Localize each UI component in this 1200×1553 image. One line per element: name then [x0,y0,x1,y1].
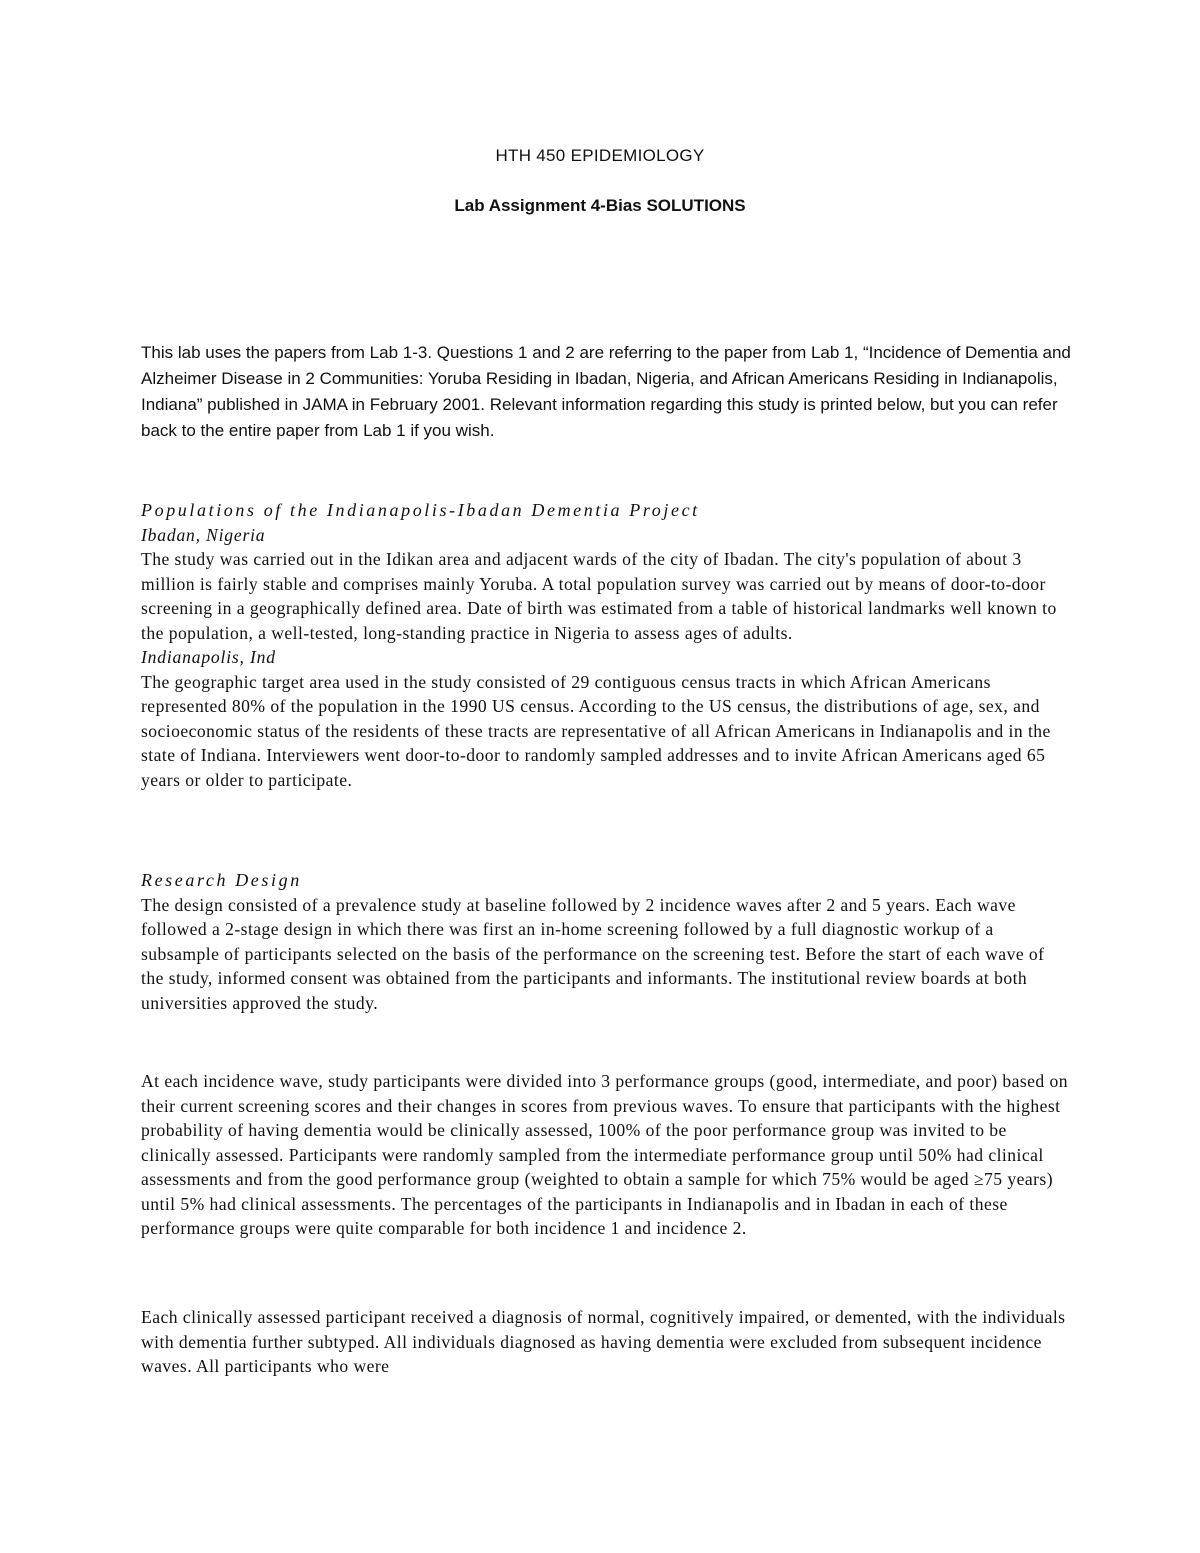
ibadan-paragraph: The study was carried out in the Idikan area and adjacent wards of the city of Ibadan. The city's population of about 3 million is fairly stable and comprises mainly Yoruba. A total population survey was carried out by means of door-to-door screening in a geographically defined area. Date of birth was estimated from a table of historical landmarks well known to the population, a well-tested, long-standing practice in Nigeria to assess ages of adults. [141,549,1057,643]
intro-paragraph: This lab uses the papers from Lab 1-3. Questions 1 and 2 are referring to the paper from Lab 1, “Incidence of Dementia and Alzheimer Disease in 2 Communities: Yoruba Residing in Ibadan, Nigeria, and African Americans Residing in Indianapolis, Indiana” published in JAMA in February 2001. Relevant information regarding this study is printed below, but you can refer back to the entire paper from Lab 1 if you wish. [141,343,1071,440]
populations-heading: Populations of the Indianapolis-Ibadan Dementia Project [141,500,700,520]
populations-section [141,498,1071,792]
research-design-heading: Research Design [141,870,302,890]
research-design-paragraph-3: Each clinically assessed participant received a diagnosis of normal, cognitively impaired, or demented, with the individuals with dementia further subtyped. All individuals diagnosed as having dementia were excluded from subsequent incidence waves. All participants who were [141,1307,1066,1376]
lab-title: Lab Assignment 4-Bias SOLUTIONS [454,196,746,215]
diagnosis-section [141,1305,1071,1379]
incidence-waves-section [141,1069,1071,1241]
ibadan-heading: Ibadan, Nigeria [141,524,266,545]
indianapolis-heading: Indianapolis, Ind [141,647,276,667]
course-title: HTH 450 EPIDEMIOLOGY [495,146,705,165]
research-design-paragraph-2: At each incidence wave, study participants were divided into 3 performance groups (good, intermediate, and poor) based on their current screening scores and their changes in scores from previous waves. To ensure that participants with the highest probability of having dementia would be clinically assessed, 100% of the poor performance group was invited to be clinically assessed. Participants were randomly sampled from the intermediate performance group until 50% had clinical assessments and from the good performance group (weighted to obtain a sample for which 75% would be aged ≥75 years) until 5% had clinical assessments. The percentages of the participants in Indianapolis and in Ibadan in each of these performance groups were quite comparable for both incidence 1 and incidence 2. [141,1071,1068,1238]
indianapolis-paragraph: The geographic target area used in the study consisted of 29 contiguous census tracts in which African Americans represented 80% of the population in the 1990 US census. According to the US census, the distributions of age, sex, and socioeconomic status of the residents of these tracts are representative of all African Americans in Indianapolis and in the state of Indiana. Interviewers went door-to-door to randomly sampled addresses and to invite African Americans aged 65 years or older to participate. [141,671,1051,790]
research-design-section [141,868,1071,1015]
research-design-paragraph-1: The design consisted of a prevalence study at baseline followed by 2 incidence waves after 2 and 5 years. Each wave followed a 2-stage design in which there was first an in-home screening followed by a full diagnostic workup of a subsample of participants selected on the basis of the performance on the screening test. Before the start of each wave of the study, informed consent was obtained from the participants and informants. The institutional review boards at both universities approved the study. [141,894,1045,1013]
